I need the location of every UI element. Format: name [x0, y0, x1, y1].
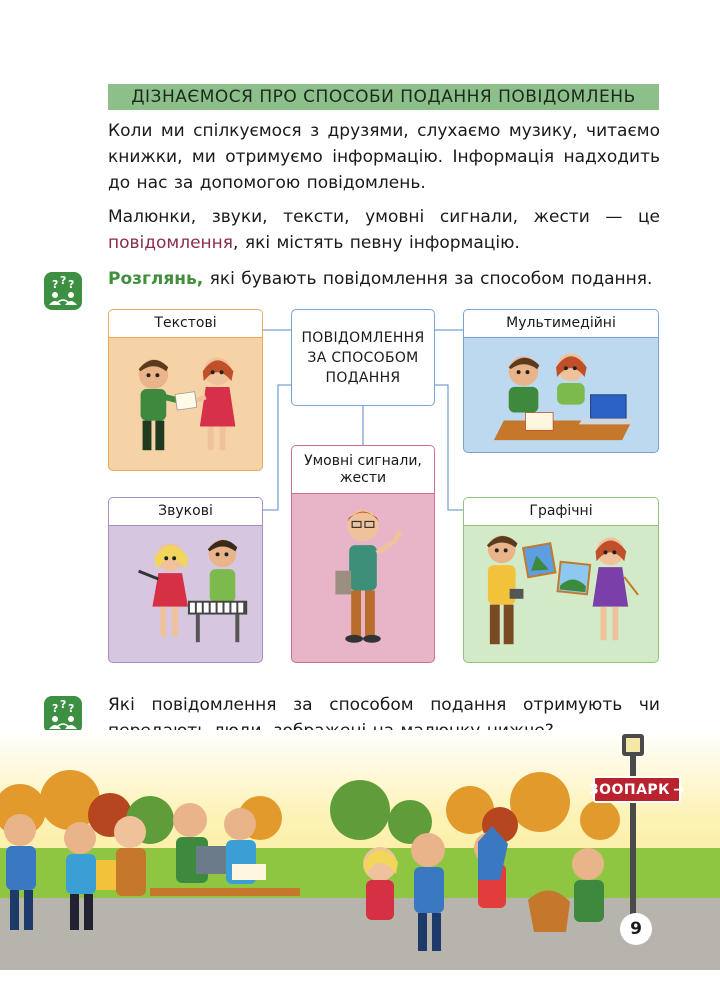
signals-title-line-1: Умовні сигнали,: [304, 452, 422, 469]
zoo-sign-label: ЗООПАРК: [588, 781, 671, 798]
arrow-right-icon: ➜: [673, 781, 686, 798]
svg-text:?: ?: [60, 698, 67, 711]
card-graphic-messages: [463, 497, 659, 663]
page-number: 9: [620, 913, 652, 945]
question-people-icon: [44, 696, 82, 734]
card-signals-gestures: [291, 445, 435, 663]
section-header: ДІЗНАЄМОСЯ ПРО СПОСОБИ ПОДАННЯ ПОВІДОМЛЕНЬ: [108, 84, 659, 110]
zoo-sign: [588, 776, 686, 803]
card-title: Текстові: [109, 310, 262, 338]
svg-text:?: ?: [52, 278, 59, 291]
svg-text:?: ?: [60, 274, 67, 287]
boy-waving-illustration: [292, 446, 434, 662]
park-scene-illustration: [0, 730, 720, 970]
svg-text:?: ?: [68, 702, 75, 715]
children-at-laptop-illustration: [464, 310, 658, 452]
center-line-2: ЗА СПОСОБОМ: [307, 349, 419, 366]
center-line-1: ПОВІДОМЛЕННЯ: [301, 329, 425, 346]
card-sound-messages: [108, 497, 263, 663]
card-multimedia-messages: [463, 309, 659, 453]
task-consider-bold: Розглянь,: [108, 269, 204, 289]
diagram-center: [291, 309, 435, 406]
messages-text-before: Малюнки, звуки, тексти, умовні сигнали, жести — це: [108, 207, 660, 227]
card-title: Графічні: [464, 498, 658, 526]
messages-text-after: , які містять певну інформацію.: [233, 233, 520, 253]
children-singing-playing-illustration: [109, 498, 262, 662]
task-question: Які повідомлення за способом подання отримують чи: [108, 695, 660, 715]
task-consider-text: які бувають повідомлення за способом подання.: [203, 269, 653, 289]
card-text-messages: [108, 309, 263, 471]
center-line-3: ПОДАННЯ: [325, 369, 401, 386]
signals-title-line-2: жести: [339, 469, 387, 486]
messages-term: повідомлення: [108, 233, 234, 253]
children-passing-note-illustration: [109, 310, 262, 470]
children-with-pictures-illustration: [464, 498, 658, 662]
svg-text:?: ?: [52, 702, 59, 715]
svg-text:?: ?: [68, 278, 75, 291]
card-title: Мультимедійні: [464, 310, 658, 338]
intro-paragraph: Коли ми спілкуємося з друзями, слухаємо музику, читаємо книжки, ми отримуємо інформацію. Інформація надходить до нас за допомогою повідомлень.: [108, 121, 660, 193]
card-title: Звукові: [109, 498, 262, 526]
